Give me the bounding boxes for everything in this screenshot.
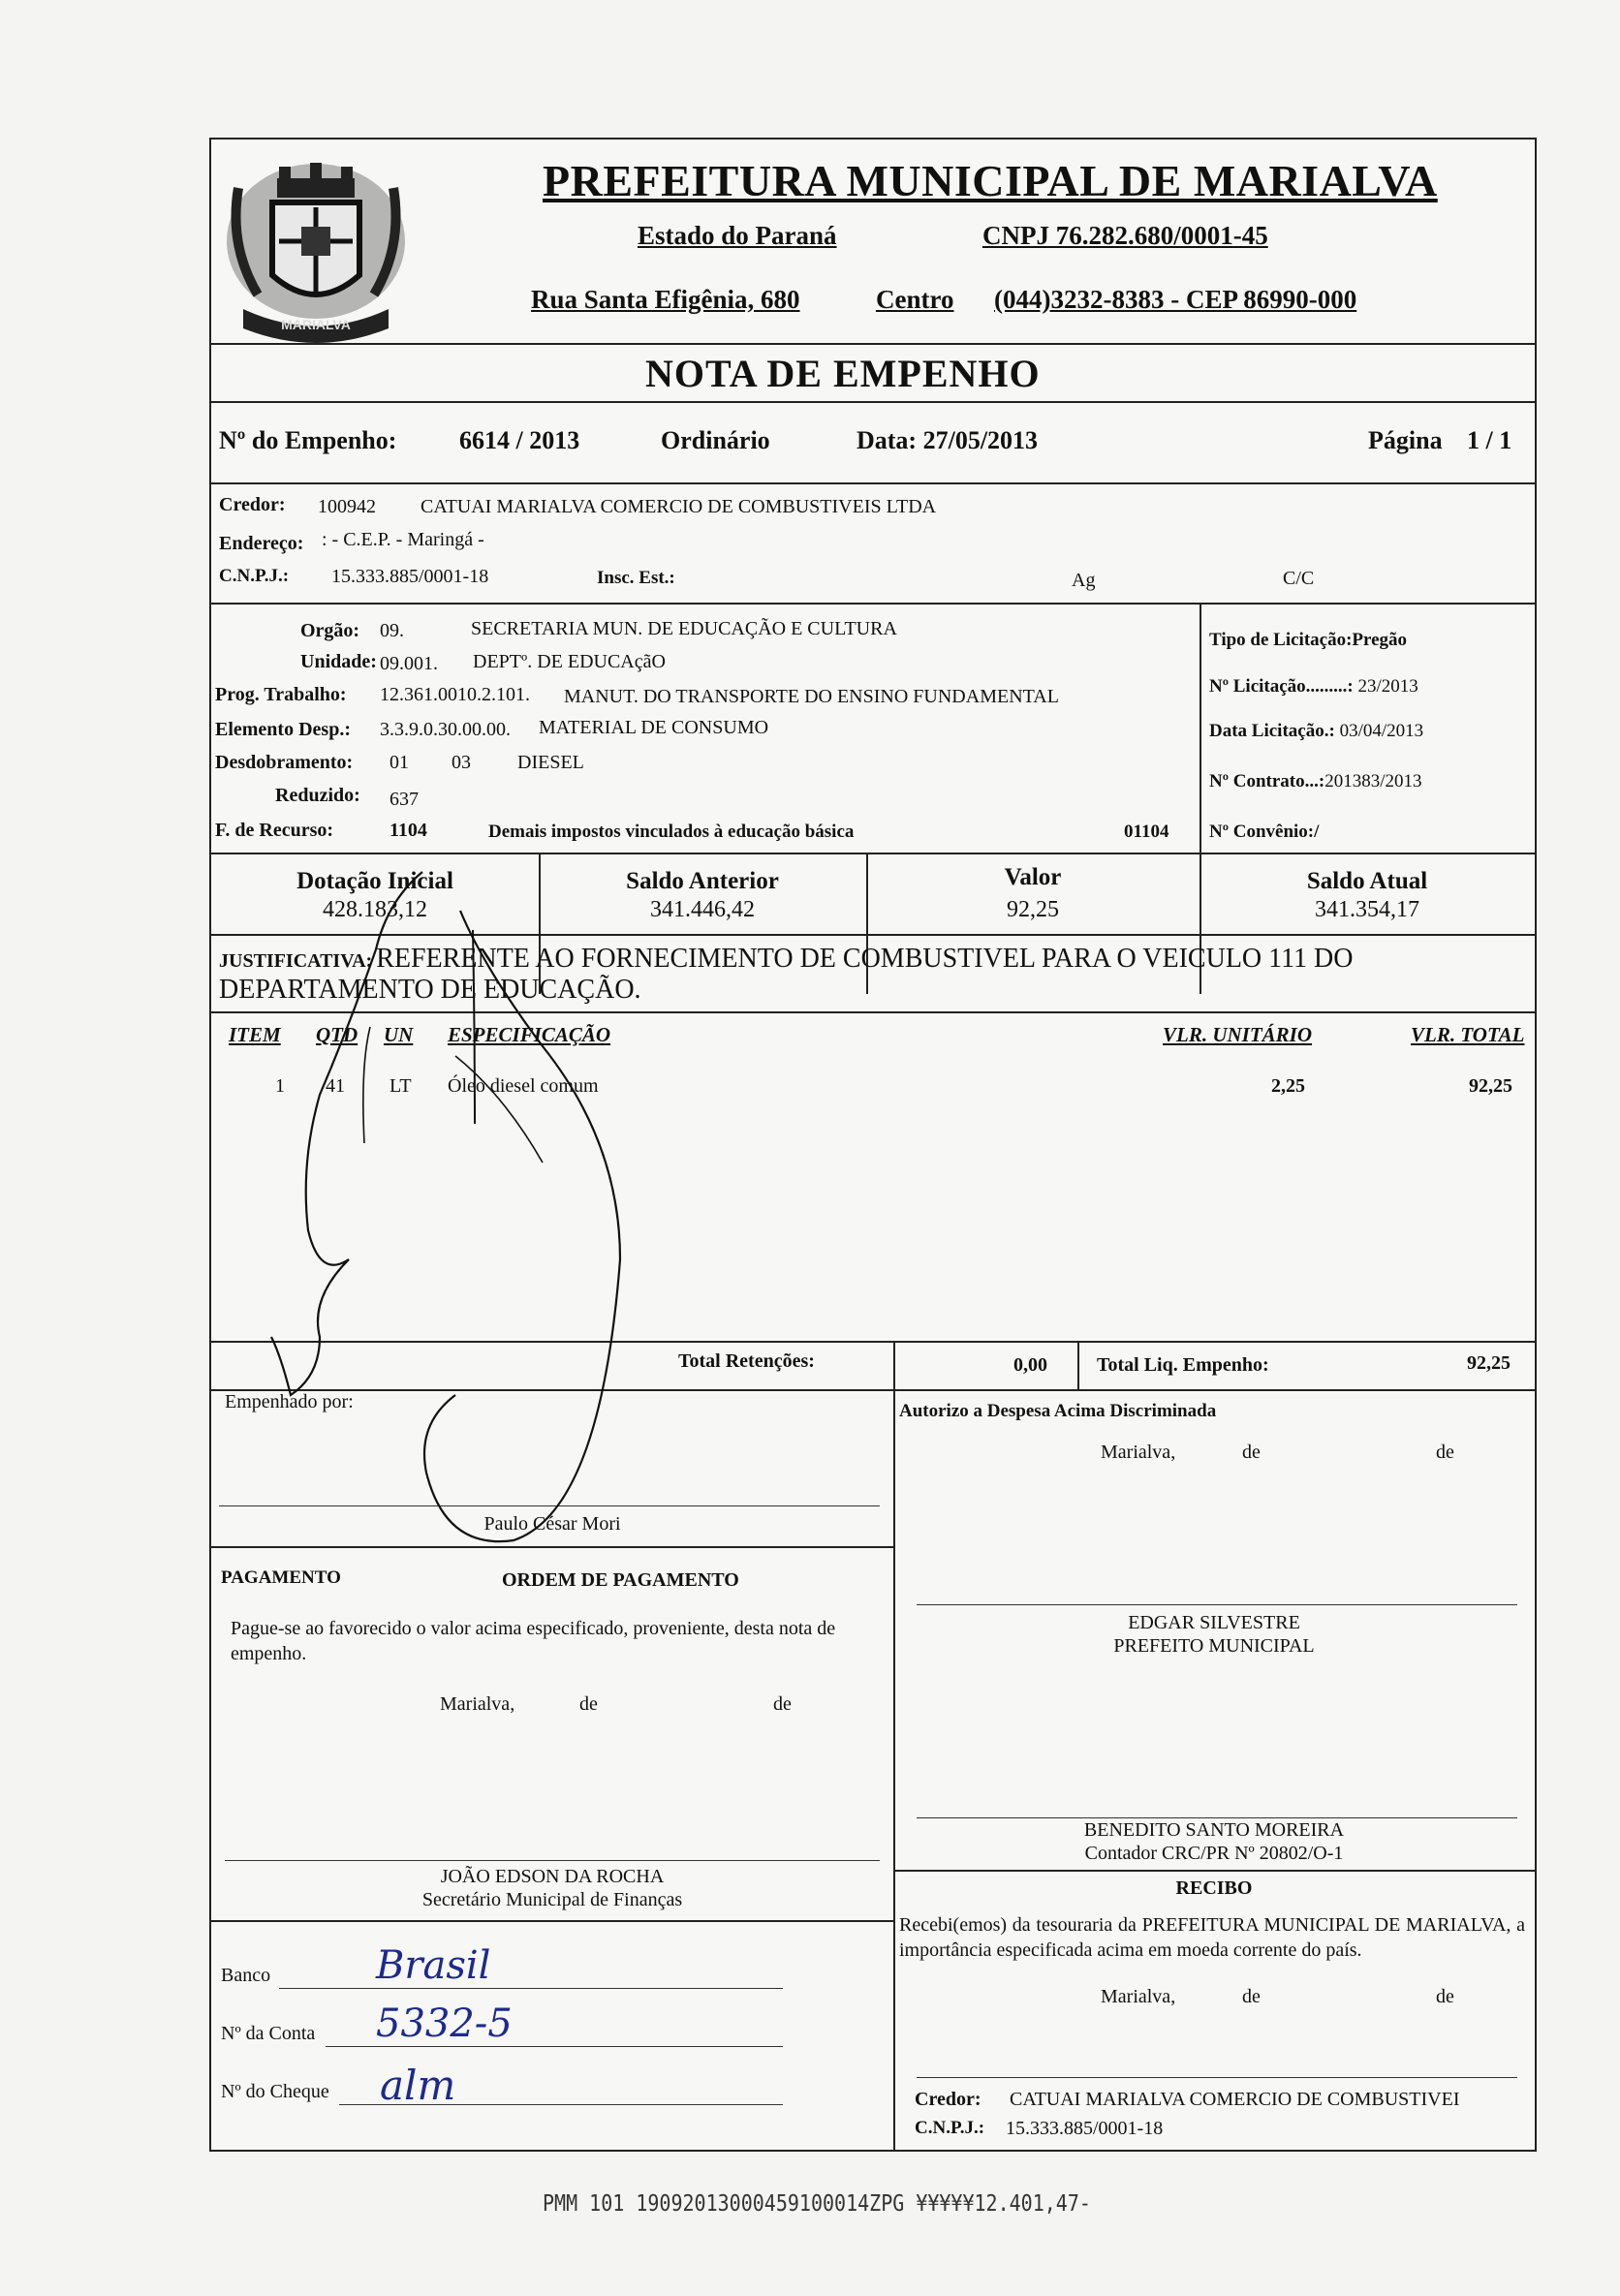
header-cnpj: CNPJ 76.282.680/0001-45: [982, 221, 1268, 250]
address-label: Endereço:: [219, 533, 304, 554]
credor-address: : - C.E.P. - Maringá -: [322, 529, 484, 550]
recibo-de2: de: [1436, 1986, 1454, 2007]
recurso-name: Demais impostos vinculados à educação básica: [488, 822, 855, 842]
total-liquido-value: 92,25: [1467, 1352, 1511, 1374]
header-phone-cep: (044)3232-8383 - CEP 86990-000: [994, 285, 1357, 314]
convenio-label: Nº Convênio:/: [1209, 822, 1320, 842]
ordem-pagamento-label: ORDEM DE PAGAMENTO: [502, 1569, 739, 1591]
empenho-number: 6614 / 2013: [459, 426, 580, 454]
divider: [893, 1389, 895, 2150]
orgao-label: Orgão:: [300, 620, 360, 641]
header-state: Estado do Paraná: [638, 221, 837, 250]
elemento-code: 3.3.9.0.30.00.00.: [380, 719, 511, 740]
autorizo-title: Autorizo a Despesa Acima Discriminada: [899, 1401, 1217, 1421]
licitacao-date-label: [1209, 721, 1423, 742]
bottom-print-code: PMM 101 19092013000459100014ZPG ¥¥¥¥¥12.401,47-: [543, 2189, 1091, 2217]
autorizo-de2: de: [1436, 1442, 1454, 1463]
credor-label: Credor:: [219, 494, 286, 515]
empenho-type: Ordinário: [661, 426, 770, 454]
divider: [211, 603, 1535, 605]
contrato-label: [1209, 771, 1421, 792]
recurso-code2: 01104: [1124, 822, 1169, 842]
unidade-name: DEPTº. DE EDUCAçãO: [473, 651, 666, 672]
total-retencoes-label: Total Retenções:: [678, 1350, 815, 1372]
autorizo-city: Marialva,: [1101, 1442, 1176, 1463]
row-un: LT: [389, 1075, 412, 1097]
empenho-date: Data: 27/05/2013: [857, 426, 1039, 454]
ag-label: Ag: [1072, 570, 1096, 591]
page-number: 1 / 1: [1467, 426, 1512, 454]
prog-code: 12.361.0010.2.101.: [380, 684, 530, 705]
total-retencoes-value: 0,00: [1013, 1354, 1047, 1376]
divider: [211, 1341, 1535, 1343]
licitacao-date-caption: Data Licitação.:: [1209, 721, 1340, 741]
divider: [893, 1870, 1535, 1872]
saldo-atual-value: 341.354,17: [1315, 897, 1419, 922]
col-header-vlr-unitario: VLR. UNITÁRIO: [1163, 1023, 1313, 1046]
signature-line: [225, 1860, 880, 1861]
recibo-de1: de: [1242, 1986, 1261, 2007]
credor-name: CATUAI MARIALVA COMERCIO DE COMBUSTIVEIS LTDA: [421, 496, 937, 517]
cnpj-label: C.N.P.J.:: [219, 566, 290, 586]
pagamento-label: PAGAMENTO: [221, 1567, 341, 1588]
row-qtd: 41: [326, 1075, 345, 1097]
signature-line: [917, 1817, 1517, 1818]
footer-cnpj: 15.333.885/0001-18: [1006, 2118, 1164, 2139]
prog-name: MANUT. DO TRANSPORTE DO ENSINO FUNDAMENTAL: [564, 686, 1059, 707]
justificativa-block: [219, 944, 1527, 1006]
prog-label: Prog. Trabalho:: [215, 684, 347, 705]
licitacao-number: 23/2013: [1357, 676, 1418, 697]
crest-banner-text: MARIALVA: [281, 317, 351, 332]
divider: [211, 1920, 893, 1922]
licitacao-number-caption: Nº Licitação.........:: [1209, 676, 1358, 697]
desdobramento-a: 01: [389, 752, 409, 773]
divider: [211, 343, 1535, 345]
contrato-number: 201383/2013: [1324, 771, 1422, 791]
saldo-atual-label: Saldo Atual: [1306, 868, 1428, 894]
col-header-vlr-total: VLR. TOTAL: [1411, 1023, 1525, 1046]
total-liquido-label: Total Liq. Empenho:: [1097, 1354, 1269, 1376]
contador-role: Contador CRC/PR Nº 20802/O-1: [1084, 1843, 1344, 1864]
saldo-anterior-label: Saldo Anterior: [626, 868, 779, 894]
credor-cnpj: 15.333.885/0001-18: [331, 566, 489, 587]
justificativa-line1: REFERENTE AO FORNECIMENTO DE COMBUSTIVEL PARA O VEICULO 111 DO: [376, 944, 1354, 974]
header-district: Centro: [876, 285, 954, 314]
licitacao-number-label: [1209, 676, 1418, 698]
divider: [211, 934, 1535, 936]
recibo-text: Recebi(emos) da tesouraria da PREFEITURA MUNICIPAL DE MARIALVA, a importância especificada acima em moeda corrente do país.: [899, 1914, 1525, 1961]
divider: [211, 853, 1199, 854]
municipal-crest-logo: [219, 149, 413, 353]
valor-value: 92,25: [1007, 897, 1059, 922]
conta-label: Nº da Conta: [221, 2023, 316, 2044]
recibo-city: Marialva,: [1101, 1986, 1176, 2007]
insc-label: Insc. Est.:: [597, 568, 675, 588]
divider: [1199, 853, 1535, 854]
banco-handwriting: Brasil: [376, 1943, 491, 1988]
divider: [1077, 1341, 1079, 1391]
document-title: NOTA DE EMPENHO: [645, 352, 1041, 395]
prefeito-role: PREFEITO MUNICIPAL: [1113, 1635, 1315, 1657]
dotacao-inicial-label: Dotação Inicial: [296, 868, 453, 894]
unidade-label: Unidade:: [300, 651, 377, 672]
cc-label: C/C: [1283, 568, 1315, 589]
divider: [211, 482, 1535, 484]
justificativa-line2: DEPARTAMENTO DE EDUCAÇÃO.: [219, 975, 641, 1005]
pagamento-city: Marialva,: [440, 1693, 515, 1715]
col-header-un: UN: [384, 1023, 414, 1046]
justificativa-label: JUSTIFICATIVA:: [219, 950, 373, 972]
secretario-name: JOÃO EDSON DA ROCHA: [440, 1866, 665, 1887]
cheque-handwriting: alm: [380, 2062, 456, 2109]
recurso-label: F. de Recurso:: [215, 820, 334, 841]
row-vlr-unitario: 2,25: [1271, 1075, 1305, 1097]
credor-code: 100942: [318, 496, 376, 517]
valor-label: Valor: [1004, 864, 1062, 890]
pagamento-de1: de: [579, 1693, 598, 1715]
footer-cnpj-label: C.N.P.J.:: [915, 2118, 985, 2138]
banco-label: Banco: [221, 1965, 271, 1986]
autorizo-de1: de: [1242, 1442, 1261, 1463]
banco-line: [279, 1988, 783, 1989]
dotacao-inicial-value: 428.183,12: [323, 897, 427, 922]
empenho-label: Nº do Empenho:: [219, 426, 397, 454]
empenhado-label: Empenhado por:: [225, 1391, 354, 1412]
col-header-especificacao: ESPECIFICAÇÃO: [448, 1023, 611, 1046]
col-header-qtd: QTD: [316, 1023, 358, 1046]
cheque-label: Nº do Cheque: [221, 2081, 329, 2102]
contrato-caption: Nº Contrato...:: [1209, 771, 1325, 791]
recibo-title: RECIBO: [1175, 1877, 1253, 1899]
pagamento-de2: de: [773, 1693, 792, 1715]
page-label: Página: [1368, 426, 1443, 454]
nota-de-empenho-form: [209, 138, 1537, 2152]
row-item: 1: [275, 1075, 285, 1097]
elemento-name: MATERIAL DE CONSUMO: [539, 717, 769, 738]
row-especificacao: Óleo diesel comum: [448, 1075, 599, 1097]
desdobramento-name: DIESEL: [517, 752, 584, 773]
signature-line: [917, 2077, 1517, 2078]
header-title: PREFEITURA MUNICIPAL DE MARIALVA: [543, 156, 1438, 205]
tipo-licitacao: Tipo de Licitação:Pregão: [1209, 630, 1408, 650]
empenhado-name: Paulo César Mori: [483, 1513, 621, 1535]
signature-line: [917, 1604, 1517, 1605]
footer-credor-label: Credor:: [915, 2089, 981, 2110]
contador-name: BENEDITO SANTO MOREIRA: [1083, 1819, 1345, 1841]
orgao-code: 09.: [380, 620, 404, 641]
orgao-name: SECRETARIA MUN. DE EDUCAÇÃO E CULTURA: [471, 618, 897, 639]
footer-credor-name: CATUAI MARIALVA COMERCIO DE COMBUSTIVEI: [1010, 2089, 1460, 2110]
header-street: Rua Santa Efigênia, 680: [531, 285, 800, 314]
row-vlr-total: 92,25: [1469, 1075, 1512, 1097]
saldo-anterior-value: 341.446,42: [650, 897, 755, 922]
desdobramento-label: Desdobramento:: [215, 752, 354, 773]
divider: [211, 1011, 1535, 1013]
reduzido-code: 637: [389, 789, 419, 810]
divider: [211, 1389, 1535, 1391]
elemento-label: Elemento Desp.:: [215, 719, 351, 740]
divider: [211, 1546, 893, 1548]
signature-line: [219, 1505, 880, 1506]
col-header-item: ITEM: [229, 1023, 281, 1046]
divider: [893, 1341, 895, 1391]
prefeito-name: EDGAR SILVESTRE: [1128, 1612, 1300, 1633]
unidade-code: 09.001.: [380, 653, 438, 674]
pagamento-text: Pague-se ao favorecido o valor acima especificado, proveniente, desta nota de empenho.: [231, 1618, 836, 1664]
divider: [211, 401, 1535, 403]
conta-handwriting: 5332-5: [376, 2001, 513, 2046]
recurso-code: 1104: [389, 820, 427, 841]
secretario-role: Secretário Municipal de Finanças: [421, 1889, 683, 1910]
reduzido-label: Reduzido:: [275, 785, 360, 806]
conta-line: [326, 2046, 783, 2047]
desdobramento-b: 03: [452, 752, 471, 773]
licitacao-date: 03/04/2013: [1339, 721, 1424, 741]
